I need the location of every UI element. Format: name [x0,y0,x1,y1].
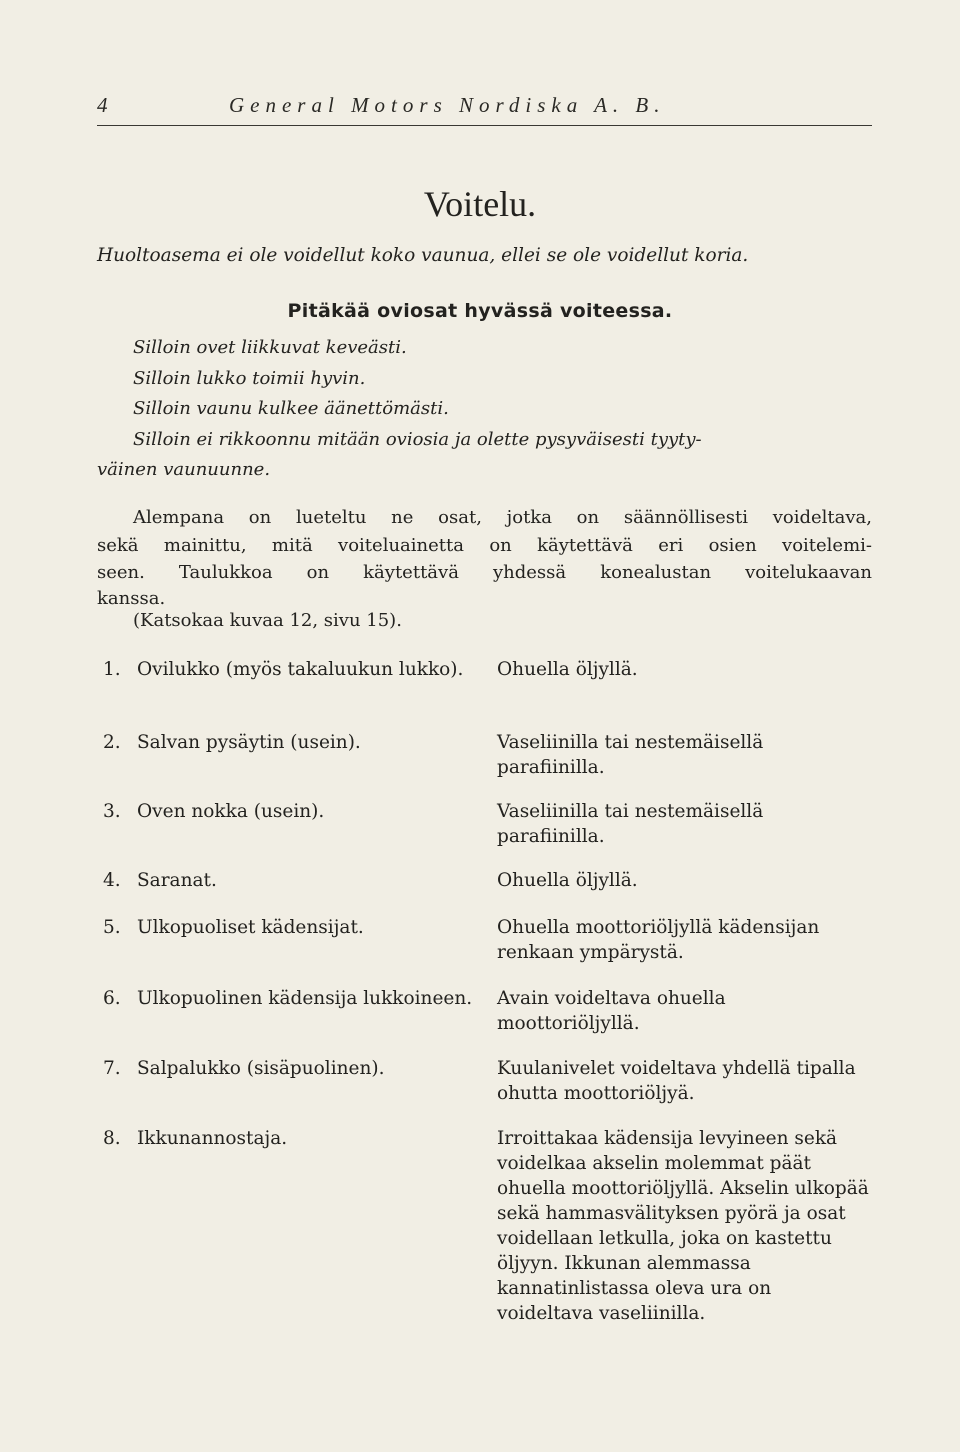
item-number: 2. [103,732,121,753]
intro-line: Alempana on lueteltu ne osat, jotka on säännöllisesti voideltava, [133,507,872,528]
item-part: Ovilukko (myös takaluukun lukko). [137,659,464,680]
item-instruction: Irroittakaa kädensija levyineen sekä voidelkaa akselin molemmat päät ohuella moottoriöljyllä. Akselin ulkopää sekä hammasvälityksen pyörä ja osat voidellaan letkulla, joka on kastettu öljyyn. Ikkunan alemmassa kannatinlistassa oleva ura on voideltava vaseliinilla. [497,1128,869,1324]
item-instruction: Ohuella moottoriöljyllä kädensijan renkaan ympärystä. [497,917,820,963]
item-number: 8. [103,1128,121,1149]
item-part: Ulkopuolinen kädensija lukkoineen. [137,988,473,1009]
intro-line: kanssa. [97,588,166,609]
item-instruction: Kuulanivelet voideltava yhdellä tipalla ohutta moottoriöljyä. [497,1058,856,1104]
item-part: Ulkopuoliset kädensijat. [137,917,364,938]
intro-line: (Katsokaa kuvaa 12, sivu 15). [133,610,402,631]
item-number: 1. [103,659,121,680]
italic-line: Silloin vaunu kulkee äänettömästi. [133,398,449,419]
running-title: General Motors Nordiska A. B. [229,93,666,117]
item-number: 4. [103,870,121,891]
item-part: Salvan pysäytin (usein). [137,732,361,753]
item-instruction: Vaseliinilla tai nestemäisellä parafiinilla. [497,801,764,847]
subtitle: Huoltoasema ei ole voidellut koko vaunua, ellei se ole voidellut koria. [97,245,749,266]
item-part: Saranat. [137,870,217,891]
intro-line: sekä mainittu, mitä voiteluainetta on käytettävä eri osien voitelemi- [97,535,872,556]
italic-line: Silloin ei rikkoonnu mitään oviosia ja olette pysyväisesti tyyty- [133,429,702,450]
italic-line: Silloin ovet liikkuvat keveästi. [133,337,407,358]
item-number: 5. [103,917,121,938]
item-part: Ikkunannostaja. [137,1128,288,1149]
page-title: Voitelu. [423,184,537,224]
italic-line: Silloin lukko toimii hyvin. [133,368,366,389]
item-number: 7. [103,1058,121,1079]
section-heading: Pitäkää oviosat hyvässä voiteessa. [287,300,673,322]
page-number: 4 [97,93,109,117]
header-rule [97,125,872,126]
item-number: 6. [103,988,121,1009]
item-instruction: Vaseliinilla tai nestemäisellä parafiinilla. [497,732,764,778]
item-part: Oven nokka (usein). [137,801,325,822]
item-instruction: Ohuella öljyllä. [497,659,638,680]
intro-line: seen. Taulukkoa on käytettävä yhdessä konealustan voitelukaavan [97,562,872,583]
item-instruction: Avain voideltava ohuella moottoriöljyllä. [497,988,726,1034]
item-number: 3. [103,801,121,822]
item-instruction: Ohuella öljyllä. [497,870,638,891]
item-part: Salpalukko (sisäpuolinen). [137,1058,385,1079]
italic-line: väinen vaunuunne. [97,459,271,480]
